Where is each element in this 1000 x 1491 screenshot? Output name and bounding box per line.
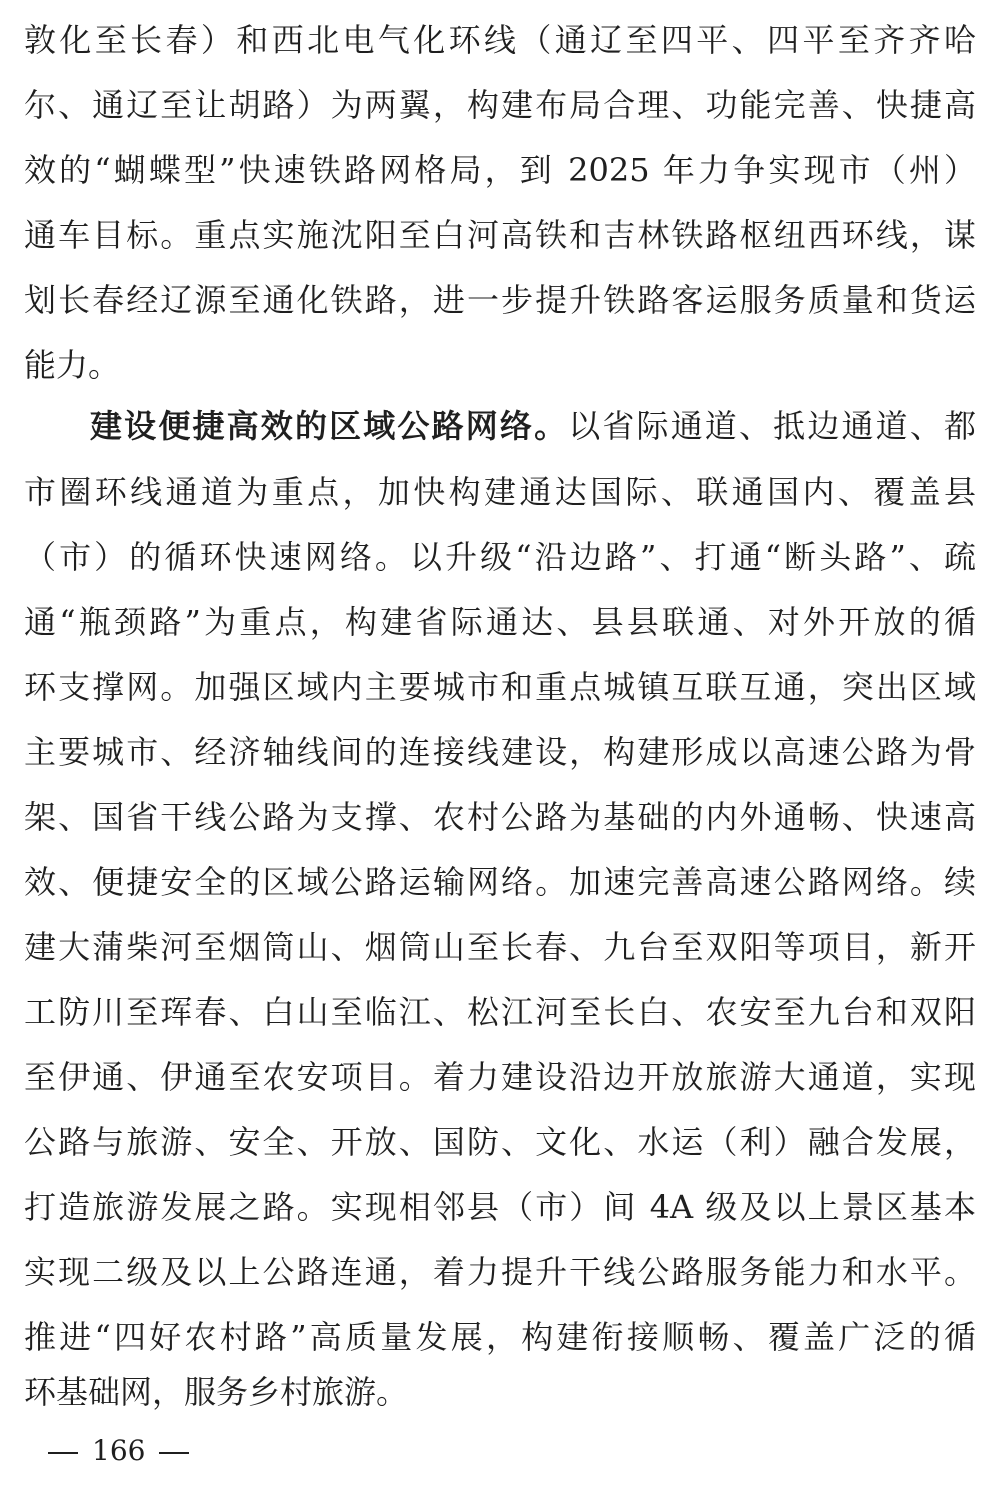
paragraph-line: 能力。	[24, 346, 121, 384]
paragraph-line: 工防川至珲春、白山至临江、松江河至长白、农安至九台和双阳	[24, 993, 976, 1031]
paragraph-line: 通“瓶颈路”为重点，构建省际通达、县县联通、对外开放的循	[24, 603, 976, 641]
paragraph-line: 效、便捷安全的区域公路运输网络。加速完善高速公路网络。续	[24, 863, 976, 901]
paragraph-line: （市）的循环快速网络。以升级“沿边路”、打通“断头路”、疏	[24, 538, 976, 576]
paragraph-line: 公路与旅游、安全、开放、国防、文化、水运（利）融合发展，	[24, 1123, 976, 1161]
paragraph-line: 效的“蝴蝶型”快速铁路网格局，到 2025 年力争实现市（州）	[24, 151, 976, 189]
paragraph-heading: 建设便捷高效的区域公路网络。	[90, 407, 569, 445]
paragraph-line: 至伊通、伊通至农安项目。着力建设沿边开放旅游大通道，实现	[24, 1058, 976, 1096]
paragraph-line: 环支撑网。加强区域内主要城市和重点城镇互联互通，突出区域	[24, 668, 976, 706]
dash-left	[48, 1452, 78, 1454]
paragraph-line: 实现二级及以上公路连通，着力提升干线公路服务能力和水平。	[24, 1253, 976, 1291]
paragraph-line: 环基础网，服务乡村旅游。	[24, 1373, 409, 1411]
page-number-footer	[34, 1426, 203, 1476]
paragraph-line: 划长春经辽源至通化铁路，进一步提升铁路客运服务质量和货运	[24, 281, 976, 319]
paragraph-line: 主要城市、经济轴线间的连接线建设，构建形成以高速公路为骨	[24, 733, 976, 771]
paragraph-line: 敦化至长春）和西北电气化环线（通辽至四平、四平至齐齐哈	[24, 21, 976, 59]
paragraph-first-line	[90, 397, 976, 455]
dash-right	[159, 1452, 189, 1454]
paragraph-line: 市圈环线通道为重点，加快构建通达国际、联通国内、覆盖县	[24, 473, 976, 511]
paragraph-line: 建大蒲柴河至烟筒山、烟筒山至长春、九台至双阳等项目，新开	[24, 928, 976, 966]
paragraph-line: 架、国省干线公路为支撑、农村公路为基础的内外通畅、快速高	[24, 798, 976, 836]
paragraph-line: 推进“四好农村路”高质量发展，构建衔接顺畅、覆盖广泛的循	[24, 1318, 976, 1356]
paragraph-line: 通车目标。重点实施沈阳至白河高铁和吉林铁路枢纽西环线，谋	[24, 216, 976, 254]
paragraph-line: 打造旅游发展之路。实现相邻县（市）间 4A 级及以上景区基本	[24, 1188, 976, 1226]
page-number: 166	[92, 1434, 146, 1467]
paragraph-line: 尔、通辽至让胡路）为两翼，构建布局合理、功能完善、快捷高	[24, 86, 976, 124]
paragraph-text: 以省际通道、抵边通道、都	[568, 407, 976, 445]
